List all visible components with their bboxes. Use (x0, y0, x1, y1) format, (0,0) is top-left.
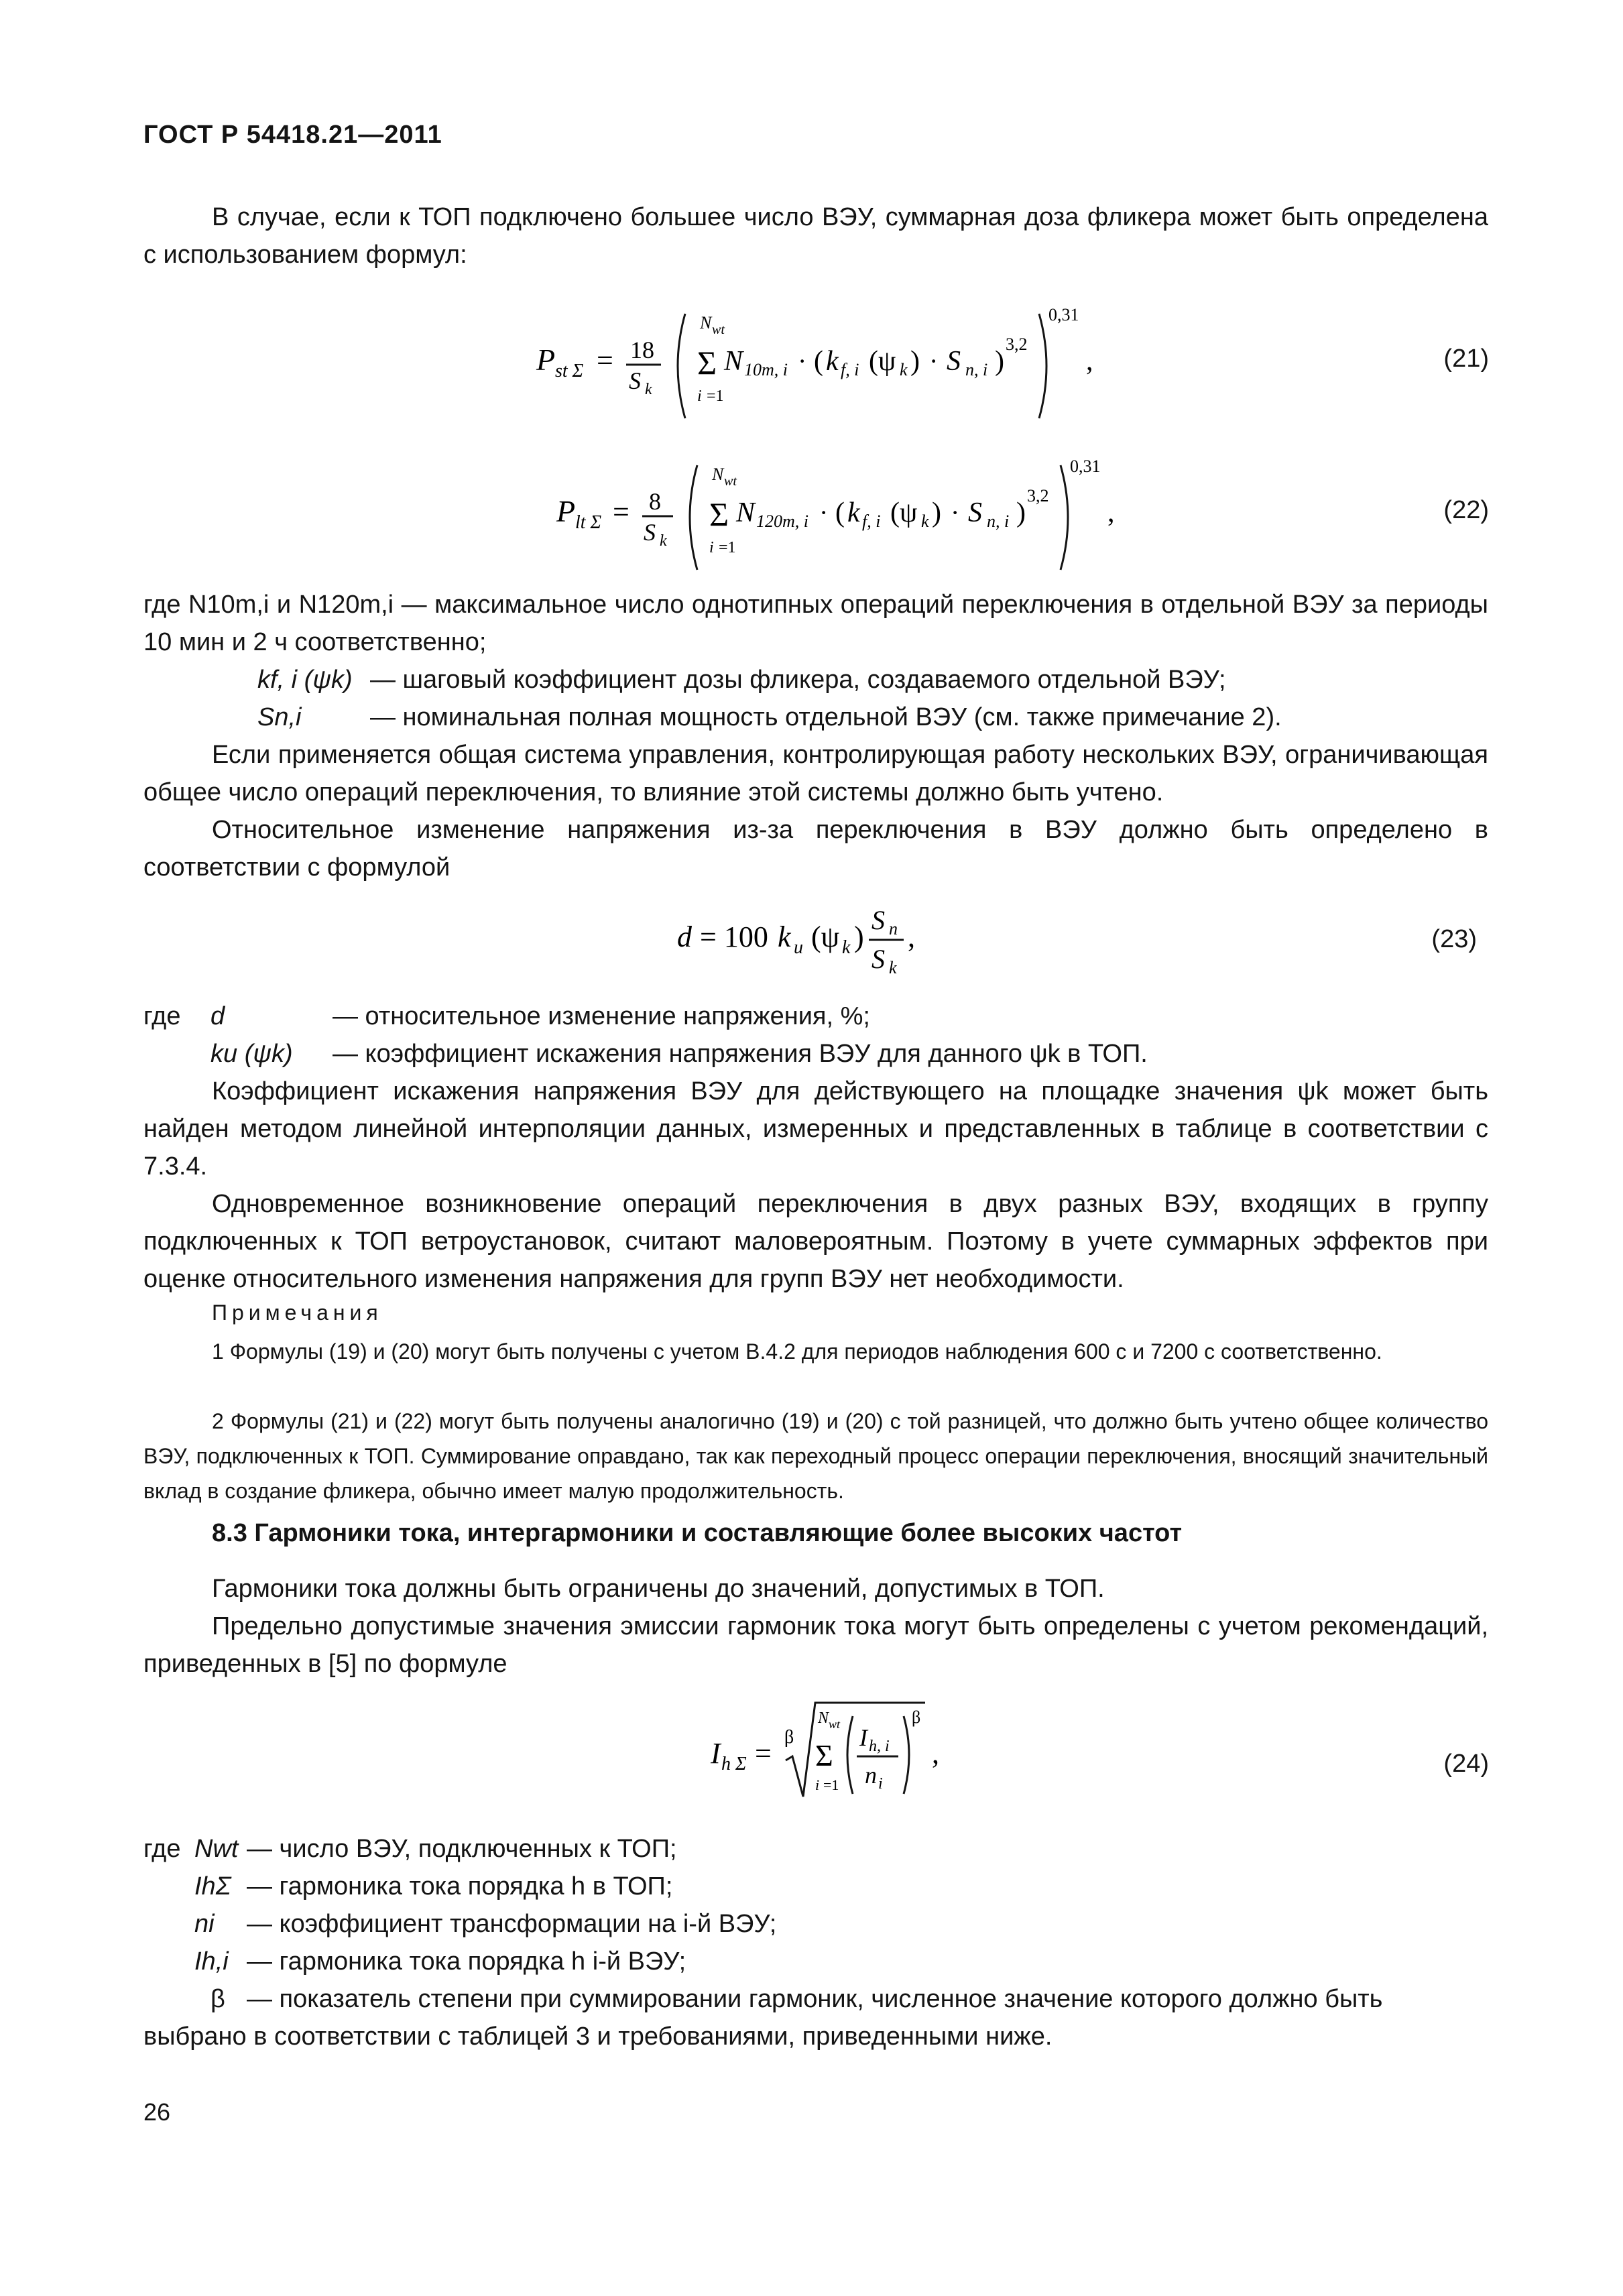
svg-text:=: = (755, 1737, 772, 1770)
equation-21 (536, 302, 1140, 429)
svg-text:·: · (798, 346, 807, 376)
svg-text:): ) (995, 346, 1004, 377)
svg-text:P: P (536, 343, 556, 377)
paragraph-harmonics-limit: Гармоники тока должны быть ограничены до значений, допустимых в ТОП. (212, 1575, 1105, 1603)
svg-text:,: , (1086, 346, 1093, 377)
svg-text:=: = (597, 344, 613, 377)
note-2: 2 Формулы (21) и (22) могут быть получены аналогично (19) и (20) с той разницей, что должно быть учтено общее количество ВЭУ, подключенных к ТОП. Суммирование оправдано, так как переходный процесс операции переключения, вносящий значительный вклад в создание фликера, обычно имеет малую продолжительность. (143, 1409, 1488, 1503)
svg-text:n, i: n, i (987, 511, 1010, 531)
svg-text:f, i: f, i (841, 360, 859, 379)
eq22-coef: 8 (649, 488, 661, 515)
eq22-inner-exp: 3,2 (1027, 486, 1049, 505)
svg-text:lt Σ: lt Σ (575, 512, 602, 533)
svg-text:k: k (921, 511, 929, 531)
definition-symbol: kf, i (ψk) (257, 666, 353, 694)
equation-number-21: (21) (1443, 345, 1489, 373)
svg-text:k: k (842, 937, 851, 958)
definition-symbol: β (211, 1985, 225, 2013)
svg-text:(ψ: (ψ (869, 346, 896, 377)
definition-text: — число ВЭУ, подключенных к ТОП; (247, 1835, 677, 1863)
definition-prefix: где (143, 1835, 181, 1863)
definition-text: — гармоника тока порядка h в ТОП; (247, 1872, 673, 1900)
equation-22 (556, 453, 1160, 581)
svg-text:f, i: f, i (862, 511, 881, 531)
svg-text:): ) (932, 497, 941, 528)
paragraph-harmonics-formula: Предельно допустимые значения эмиссии гармоник тока могут быть определены с учетом рекомендаций, приведенных в [5] по формуле (143, 1612, 1488, 1678)
definition-symbol: Nwt (194, 1835, 239, 1863)
svg-text:k: k (778, 920, 791, 953)
paragraph-intro: В случае, если к ТОП подключено большее число ВЭУ, суммарная доза фликера может быть определена с использованием формул: (143, 203, 1488, 269)
svg-text:d: d (677, 920, 692, 953)
svg-text:·: · (951, 497, 960, 528)
svg-text:N: N (712, 465, 724, 484)
svg-text:k: k (847, 497, 860, 528)
svg-text:S: S (871, 905, 885, 935)
equation-24 (711, 1696, 979, 1810)
svg-text:,: , (1107, 497, 1115, 528)
svg-text:I: I (711, 1737, 721, 1770)
eq21-exp: 0,31 (1048, 305, 1079, 324)
paragraph-beta-continuation: выбрано в соответствии с таблицей 3 и требованиями, приведенными ниже. (143, 2022, 1053, 2051)
paragraph-coefficient: Коэффициент искажения напряжения ВЭУ для действующего на площадке значения ψk может быть найден методом линейной интерполяции данных, измеренных и представленных в таблице в соответствии с 7.3.4. (143, 1077, 1488, 1181)
definition-text: — номинальная полная мощность отдельной ВЭУ (см. также примечание 2). (370, 703, 1282, 731)
svg-text:i: i (709, 539, 714, 556)
definition-symbol: Ih,i (194, 1947, 229, 1976)
svg-text:(ψ: (ψ (890, 497, 918, 528)
page-number: 26 (143, 2098, 171, 2126)
svg-text:S: S (968, 497, 982, 528)
svg-text:10m, i: 10m, i (744, 360, 788, 379)
paragraph-relative-change: Относительное изменение напряжения из-за переключения в ВЭУ должно быть определено в соответствии с формулой (143, 816, 1488, 882)
svg-text:S: S (644, 519, 656, 546)
definition-text: — коэффициент искажения напряжения ВЭУ для данного ψk в ТОП. (333, 1040, 1148, 1068)
svg-text:(: ( (814, 346, 823, 377)
svg-text:h, i: h, i (869, 1738, 890, 1755)
svg-text:S: S (629, 367, 641, 394)
svg-text:120m, i: 120m, i (756, 511, 808, 531)
svg-text:wt: wt (724, 474, 737, 489)
svg-text:h Σ: h Σ (721, 1754, 747, 1774)
svg-text:wt: wt (829, 1717, 841, 1731)
svg-text:P: P (556, 494, 576, 528)
svg-text:·: · (929, 346, 939, 376)
section-title: 8.3 Гармоники тока, интергармоники и составляющие более высоких частот (212, 1519, 1183, 1547)
eq24-root: β (784, 1727, 794, 1748)
paragraph-where-n: где N10m,i и N120m,i — максимальное число однотипных операций переключения в отдельной ВЭУ за периоды 10 мин и 2 ч соответственно; (143, 591, 1488, 656)
svg-text:N: N (724, 346, 743, 377)
svg-text:·: · (819, 497, 829, 528)
svg-text:= 100: = 100 (700, 920, 768, 953)
svg-text:n: n (889, 919, 898, 939)
svg-text:(ψ: (ψ (811, 920, 840, 953)
svg-text:Σ: Σ (709, 495, 729, 533)
notes-title: Примечания (212, 1301, 383, 1325)
equation-23 (677, 896, 959, 983)
svg-text:=1: =1 (719, 539, 736, 556)
equation-number-24: (24) (1443, 1750, 1489, 1778)
definition-symbol: d (211, 1002, 225, 1030)
svg-text:,: , (908, 920, 915, 953)
svg-text:wt: wt (712, 322, 725, 337)
svg-text:): ) (1016, 497, 1026, 528)
definition-text: — шаговый коэффициент дозы фликера, создаваемого отдельной ВЭУ; (370, 666, 1226, 694)
definition-text: — показатель степени при суммировании гармоник, численное значение которого должно быть (247, 1985, 1383, 2013)
definition-text: — коэффициент трансформации на i-й ВЭУ; (247, 1910, 777, 1938)
svg-text:i: i (697, 387, 702, 405)
svg-text:S: S (947, 346, 961, 377)
svg-text:I: I (859, 1724, 867, 1751)
svg-text:i: i (815, 1776, 820, 1793)
svg-text:st Σ: st Σ (555, 361, 584, 381)
definition-text: — гармоника тока порядка h i-й ВЭУ; (247, 1947, 686, 1976)
equation-number-23: (23) (1431, 925, 1477, 953)
svg-text:): ) (854, 920, 864, 953)
eq21-coef: 18 (630, 337, 654, 363)
eq22-exp: 0,31 (1070, 457, 1101, 476)
svg-text:Σ: Σ (815, 1738, 833, 1772)
svg-text:(: ( (835, 497, 845, 528)
svg-text:N: N (700, 313, 712, 333)
definition-symbol: ni (194, 1910, 215, 1938)
equation-number-22: (22) (1443, 496, 1489, 524)
svg-text:S: S (871, 944, 885, 974)
definition-nwt (143, 1830, 677, 1868)
note-1: 1 Формулы (19) и (20) могут быть получены с учетом В.4.2 для периодов наблюдения 600 с и 7200 с соответственно. (212, 1339, 1382, 1364)
svg-text:u: u (794, 937, 803, 958)
svg-text:k: k (645, 381, 652, 398)
svg-text:=1: =1 (823, 1776, 839, 1793)
svg-text:=1: =1 (707, 387, 724, 405)
svg-text:N: N (736, 497, 756, 528)
document-header: ГОСТ Р 54418.21—2011 (143, 121, 442, 149)
definition-d (143, 998, 870, 1035)
svg-text:n: n (865, 1762, 877, 1789)
svg-text:=: = (613, 495, 629, 528)
definition-symbol: IhΣ (194, 1872, 231, 1900)
svg-text:,: , (932, 1737, 939, 1770)
svg-text:N: N (818, 1709, 829, 1727)
svg-text:Σ: Σ (697, 344, 717, 381)
svg-text:β: β (912, 1707, 921, 1727)
svg-text:n, i: n, i (965, 360, 988, 379)
definition-prefix: где (143, 1002, 181, 1030)
definition-symbol: ku (ψk) (211, 1040, 293, 1068)
definition-text: — относительное изменение напряжения, %; (333, 1002, 870, 1030)
svg-text:): ) (910, 346, 920, 377)
svg-text:k: k (826, 346, 839, 377)
paragraph-simultaneous: Одновременное возникновение операций переключения в двух разных ВЭУ, входящих в группу подключенных к ТОП ветроустановок, считают маловероятным. Поэтому в учете суммарных эффектов при оценке относительного изменения напряжения для групп ВЭУ нет необходимости. (143, 1190, 1488, 1293)
eq21-inner-exp: 3,2 (1006, 335, 1028, 354)
definition-symbol: Sn,i (257, 703, 302, 731)
paragraph-control-system: Если применяется общая система управления, контролирующая работу нескольких ВЭУ, ограничивающая общее число операций переключения, то влияние этой системы должно быть учтено. (143, 741, 1488, 806)
svg-text:k: k (889, 958, 897, 977)
svg-text:k: k (660, 532, 667, 550)
svg-text:k: k (900, 360, 908, 379)
svg-text:i: i (878, 1775, 883, 1793)
